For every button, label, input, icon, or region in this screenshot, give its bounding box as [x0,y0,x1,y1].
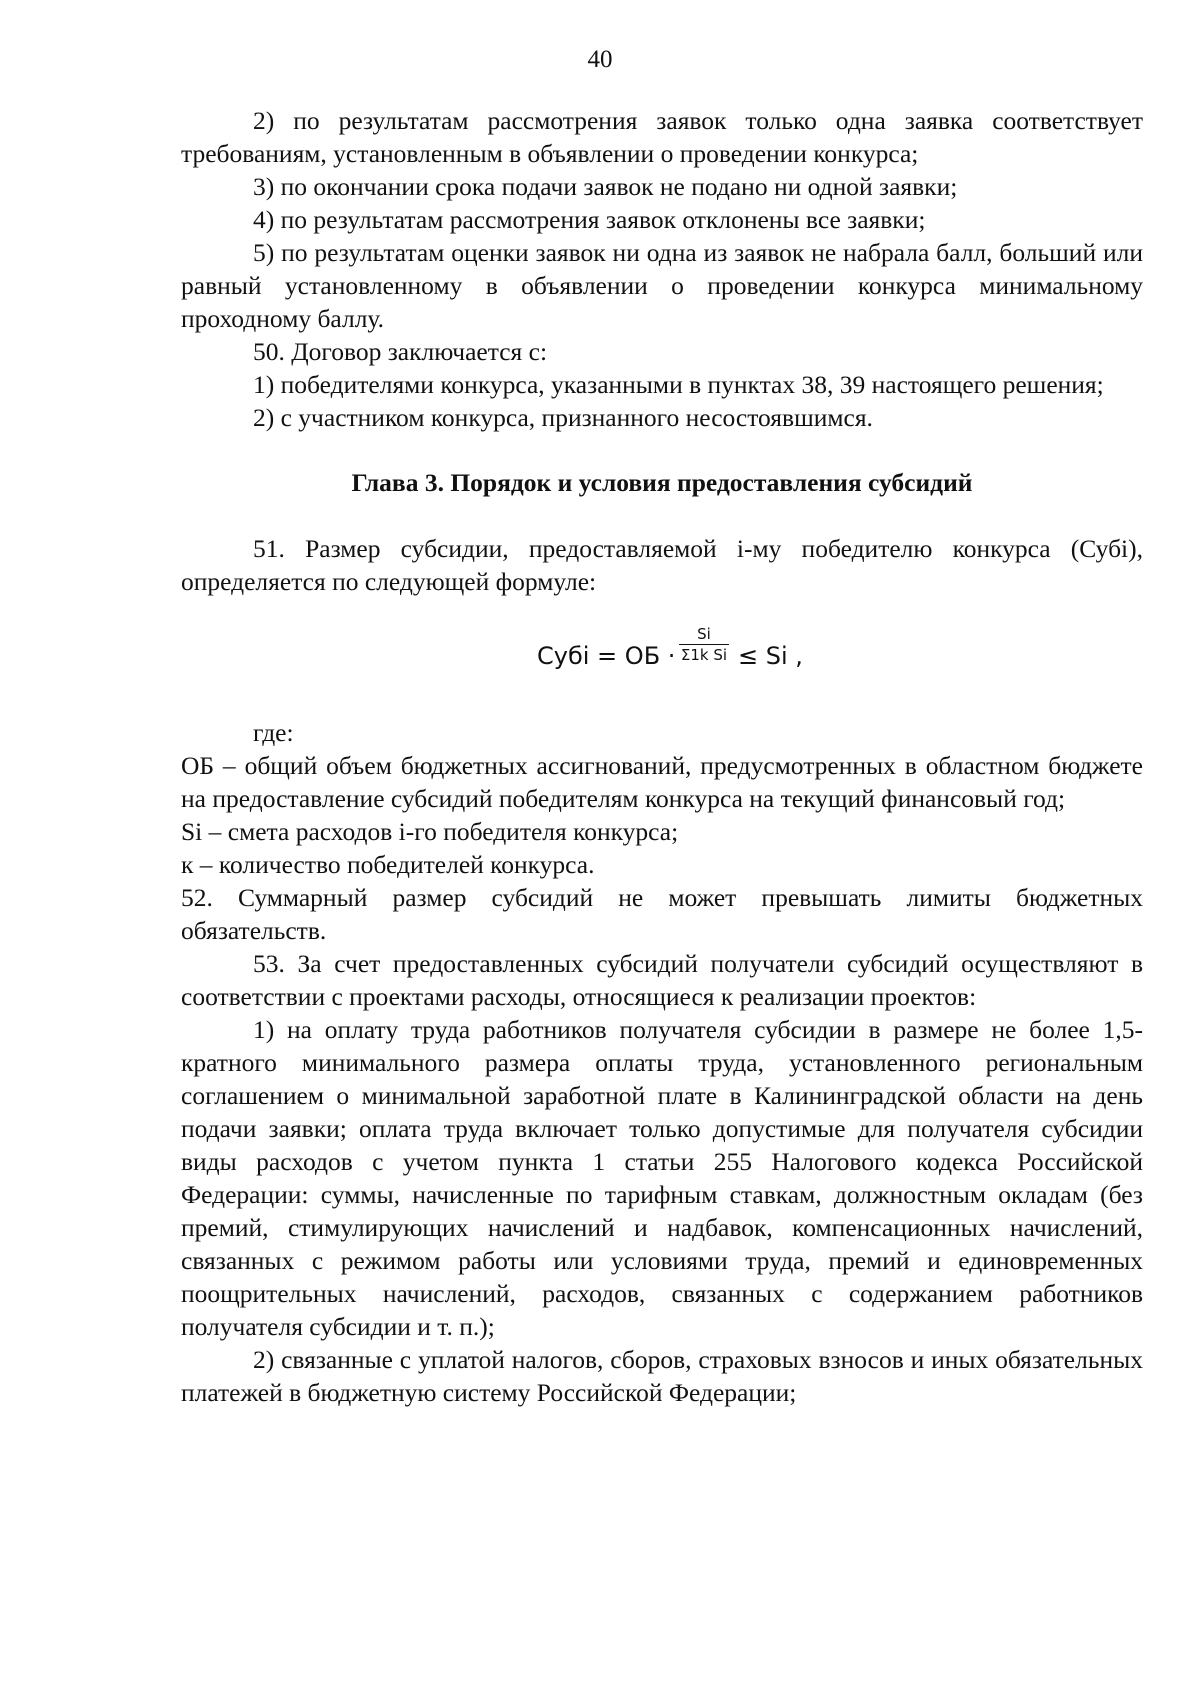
paragraph-item-3: 3) по окончании срока подачи заявок не подано ни одной заявки; [253,172,958,201]
formula-denominator: Σ1k Si [680,646,728,664]
paragraph-item-5: 5) по результатам оценки заявок ни одна из заявок не набрала балл, больший или равный установленному в объявлении о проведении конкурса минимальному проходному баллу. [181,238,1143,333]
paragraph-item-4: 4) по результатам рассмотрения заявок отклонены все заявки; [253,205,926,234]
where-label: где: [253,718,294,747]
definition-k: к – количество победителей конкурса. [181,850,595,879]
paragraph-52: 52. Суммарный размер субсидий не может превышать лимиты бюджетных обязательств. [181,883,1143,945]
paragraph-item-2: 2) по результатам рассмотрения заявок только одна заявка соответствует требованиям, установленным в объявлении о проведении конкурса; [181,106,1143,168]
formula-fraction [679,624,729,665]
paragraph-51: 51. Размер субсидии, предоставляемой i-му победителю конкурса (Субi), определяется по следующей формуле: [181,534,1143,596]
paragraph-53: 53. За счет предоставленных субсидий получатели субсидий осуществляют в соответствии с проектами расходы, относящиеся к реализации проектов: [181,949,1143,1011]
paragraph-50-item-1: 1) победителями конкурса, указанными в пунктах 38, 39 настоящего решения; [253,370,1104,399]
subsidy-formula [181,610,1143,702]
formula-lhs: Субi = ОБ · [537,642,676,670]
definition-ob: ОБ – общий объем бюджетных ассигнований, предусмотренных в областном бюджете на предоставление субсидий победителям конкурса на текущий финансовый год; [181,751,1143,813]
page-number: 40 [587,46,613,73]
paragraph-53-item-1: 1) на оплату труда работников получателя субсидии в размере не более 1,5-кратного минимального размера оплаты труда, установленного региональным соглашением о минимальной заработной плате в Калининградской области на день подачи заявки; оплата труда включает только допустимые для получателя субсидии виды расходов с учетом пункта 1 статьи 255 Налогового кодекса Российской Федерации: суммы, начисленные по тарифным ставкам, должностным окладам (без премий, стимулирующих начислений и надбавок, компенсационных начислений, связанных с режимом работы или условиями труда, премий и единовременных поощрительных начислений, расходов, связанных с содержанием работников получателя субсидии и т. п.); [181,1015,1143,1341]
document-body [181,104,1143,1409]
chapter-heading: Глава 3. Порядок и условия предоставления субсидий [351,468,973,497]
formula-numerator: Si [679,624,729,645]
paragraph-53-item-2: 2) связанные с уплатой налогов, сборов, страховых взносов и иных обязательных платежей в бюджетную систему Российской Федерации; [181,1345,1143,1407]
formula-rhs: ≤ Si , [738,642,803,670]
definition-si: Si – смета расходов i-го победителя конкурса; [181,817,679,846]
paragraph-50-item-2: 2) с участником конкурса, признанного несостоявшимся. [253,403,873,432]
paragraph-50: 50. Договор заключается с: [253,337,548,366]
